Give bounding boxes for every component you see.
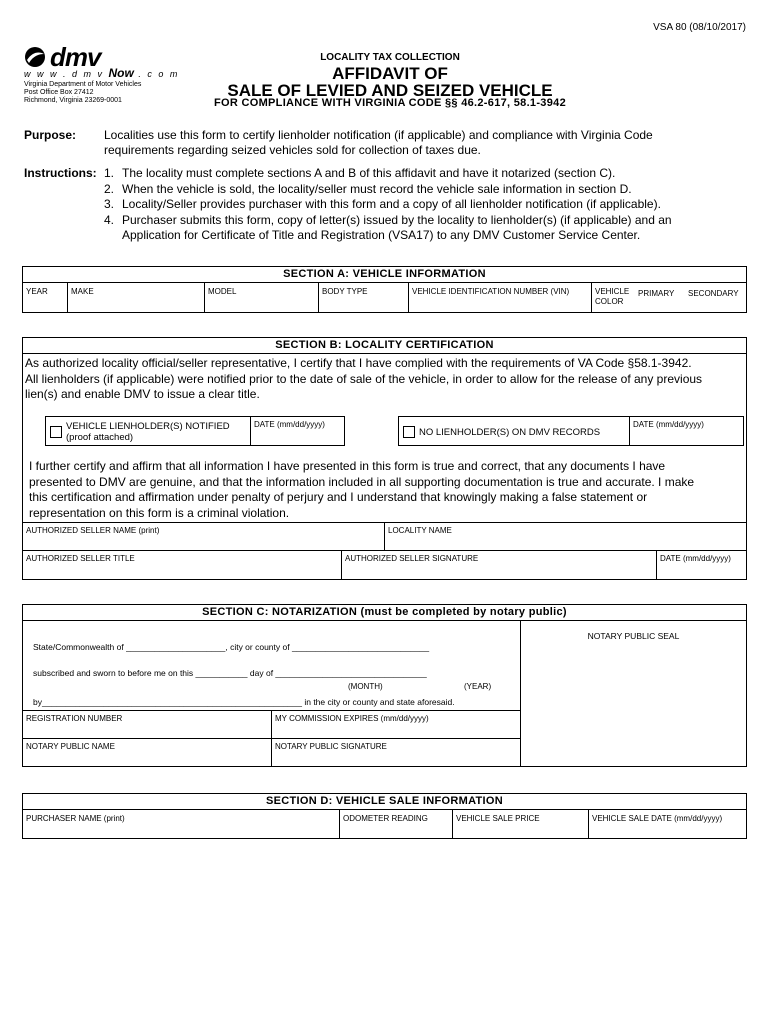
section-a bbox=[22, 266, 747, 313]
secondary-color-field[interactable]: SECONDARY bbox=[688, 289, 739, 298]
instruction-item: 4. Purchaser submits this form, copy of letter(s) issued by the locality to lienholder(s) (if applicable) and an bbox=[104, 212, 672, 227]
notary-signature-field[interactable]: NOTARY PUBLIC SIGNATURE bbox=[275, 742, 387, 751]
header-title-1: AFFIDAVIT OF bbox=[332, 64, 448, 83]
no-lienholder-checkbox[interactable] bbox=[403, 426, 415, 438]
dmv-swoosh-icon bbox=[24, 46, 46, 68]
seller-date-field[interactable]: DATE (mm/dd/yyyy) bbox=[660, 554, 731, 563]
affirmation-paragraph: I further certify and affirm that all information I have presented in this form is true and correct, that any documents I have presented to DMV are genuine, and that the information included in all supporting documentation is true and accurate. I make this certification and affirmation under penalty of perjury and I understand that knowingly making a false statement or representation on this form is a criminal violation. bbox=[29, 459, 695, 520]
instruction-item: 3. Locality/Seller provides purchaser with this form and a copy of all lienholder notification (if applicable). bbox=[104, 197, 661, 211]
section-c bbox=[22, 604, 747, 767]
dmv-address: Virginia Department of Motor Vehicles Post Office Box 27412 Richmond, Virginia 23269-0001 bbox=[24, 81, 142, 104]
dmv-logo bbox=[24, 42, 194, 105]
no-lienholder-label: NO LIENHOLDER(S) ON DMV RECORDS bbox=[419, 427, 601, 438]
header-title-2: SALE OF LEVIED AND SEIZED VEHICLE bbox=[227, 81, 553, 100]
lienholder-notified-label: VEHICLE LIENHOLDER(S) NOTIFIED (proof attached) bbox=[66, 421, 230, 443]
seller-signature-field[interactable]: AUTHORIZED SELLER SIGNATURE bbox=[345, 554, 479, 563]
section-a-title: SECTION A: VEHICLE INFORMATION bbox=[23, 267, 746, 283]
seller-title-field[interactable]: AUTHORIZED SELLER TITLE bbox=[26, 554, 135, 563]
vehicle-color-label: VEHICLE COLOR bbox=[595, 287, 630, 306]
instruction-item: 2. When the vehicle is sold, the locality/seller must record the vehicle sale information in section D. bbox=[104, 181, 632, 196]
primary-color-field[interactable]: PRIMARY bbox=[638, 289, 675, 298]
section-b-title: SECTION B: LOCALITY CERTIFICATION bbox=[23, 338, 746, 354]
purpose-line-1: Localities use this form to certify lienholder notification (if applicable) and compliance with Virginia Code bbox=[104, 128, 653, 142]
notified-date-field[interactable]: DATE (mm/dd/yyyy) bbox=[254, 420, 325, 429]
certification-paragraph: As authorized locality official/seller representative, I certify that I have complied with the requirements of VA Code §58.1-3942. All lienholders (if applicable) were notified prior to the date of sale of the vehicle, in order to allow for the release of any previous lien(s) and enable DMV to issue a clear title. bbox=[25, 356, 703, 401]
purpose-line-2: requirements regarding seized vehicles sold for collection of taxes due. bbox=[104, 143, 481, 157]
sale-date-field[interactable]: VEHICLE SALE DATE (mm/dd/yyyy) bbox=[592, 814, 723, 823]
notary-name-field[interactable]: NOTARY PUBLIC NAME bbox=[26, 742, 115, 751]
header-compliance: FOR COMPLIANCE WITH VIRGINIA CODE §§ 46.2-617, 58.1-3942 bbox=[214, 97, 566, 109]
year-field[interactable]: YEAR bbox=[26, 287, 48, 296]
purpose-label: Purpose: bbox=[24, 128, 77, 142]
section-d-title: SECTION D: VEHICLE SALE INFORMATION bbox=[23, 794, 746, 810]
instructions-list bbox=[104, 166, 724, 244]
commission-expires-field[interactable]: MY COMMISSION EXPIRES (mm/dd/yyyy) bbox=[275, 714, 429, 723]
notary-seal-area[interactable]: NOTARY PUBLIC SEAL bbox=[587, 631, 680, 641]
lienholder-notified-group bbox=[45, 416, 345, 446]
instruction-item: Application for Certificate of Title and Registration (VSA17) to any DMV Customer Service Center. bbox=[122, 228, 641, 242]
instruction-item: 1. The locality must complete sections A and B of this affidavit and have it notarized (section C). bbox=[104, 166, 616, 180]
purchaser-name-field[interactable]: PURCHASER NAME (print) bbox=[26, 814, 125, 823]
logo-url: w w w . d m v Now . c o m bbox=[24, 66, 180, 80]
logo-word: dmv bbox=[50, 42, 101, 72]
year-caption: (YEAR) bbox=[464, 682, 492, 691]
seller-name-field[interactable]: AUTHORIZED SELLER NAME (print) bbox=[26, 526, 160, 535]
body-type-field[interactable]: BODY TYPE bbox=[322, 287, 368, 296]
no-lien-date-field[interactable]: DATE (mm/dd/yyyy) bbox=[633, 420, 704, 429]
model-field[interactable]: MODEL bbox=[208, 287, 237, 296]
lienholder-notified-checkbox[interactable] bbox=[50, 426, 62, 438]
form-number: VSA 80 (08/10/2017) bbox=[653, 22, 746, 33]
section-b bbox=[22, 337, 747, 580]
odometer-field[interactable]: ODOMETER READING bbox=[343, 814, 428, 823]
locality-name-field[interactable]: LOCALITY NAME bbox=[388, 526, 452, 535]
notary-statement-line-3[interactable]: by_______________________________________________________ in the city or county and state aforesaid. bbox=[33, 697, 455, 707]
registration-number-field[interactable]: REGISTRATION NUMBER bbox=[26, 714, 123, 723]
notary-statement-line-2[interactable]: subscribed and sworn to before me on this ___________ day of ________________________________ bbox=[33, 668, 427, 678]
instructions-label: Instructions: bbox=[24, 166, 97, 180]
notary-statement-line-1[interactable]: State/Commonwealth of _____________________, city or county of _____________________________ bbox=[33, 642, 430, 652]
section-c-title: SECTION C: NOTARIZATION (must be completed by notary public) bbox=[23, 605, 746, 621]
header-subtitle: LOCALITY TAX COLLECTION bbox=[320, 52, 460, 63]
month-caption: (MONTH) bbox=[348, 682, 383, 691]
make-field[interactable]: MAKE bbox=[71, 287, 94, 296]
sale-price-field[interactable]: VEHICLE SALE PRICE bbox=[456, 814, 540, 823]
vin-field[interactable]: VEHICLE IDENTIFICATION NUMBER (VIN) bbox=[412, 287, 570, 296]
no-lienholder-group bbox=[398, 416, 744, 446]
section-d bbox=[22, 793, 747, 839]
